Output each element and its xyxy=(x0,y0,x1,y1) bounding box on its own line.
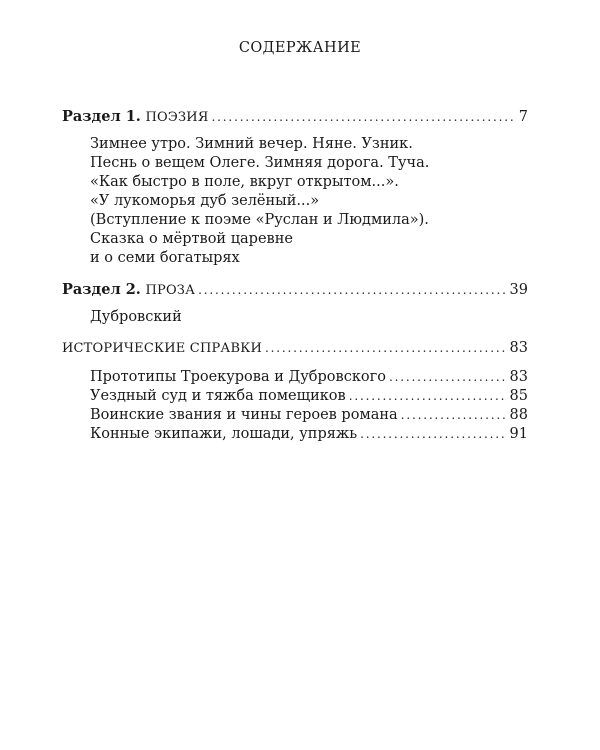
table-of-contents xyxy=(62,107,528,444)
section-1-line: Песнь о вещем Олеге. Зимняя дорога. Туча. xyxy=(90,155,430,171)
section-2-name: ПРОЗА xyxy=(145,283,196,298)
toc-subentry[interactable] xyxy=(62,387,528,406)
page-title: СОДЕРЖАНИЕ xyxy=(238,40,362,56)
section-2-label xyxy=(62,280,195,300)
section-1-name: ПОЭЗИЯ xyxy=(145,110,209,125)
toc-subentry[interactable] xyxy=(62,406,528,425)
historical-notes-label xyxy=(62,339,262,358)
section-1-line: Сказка о мёртвой царевне xyxy=(90,231,293,247)
section-1-line: «У лукоморья дуб зелёный...» xyxy=(90,193,320,209)
section-1-line: Зимнее утро. Зимний вечер. Няне. Узник. xyxy=(90,136,413,152)
subentry-page-number: 91 xyxy=(509,426,528,442)
subentry-label: Прототипы Троекурова и Дубровского xyxy=(90,369,386,385)
toc-subentry[interactable] xyxy=(62,368,528,387)
subentry-page-number: 88 xyxy=(509,407,528,423)
section-1-line: «Как быстро в поле, вкруг открытом...». xyxy=(90,174,399,190)
section-2-prefix: Раздел 2. xyxy=(62,281,141,298)
section-1-line: (Вступление к поэме «Руслан и Людмила»). xyxy=(90,212,429,228)
dot-leader xyxy=(401,406,507,425)
toc-entry-section-1[interactable] xyxy=(62,107,528,127)
subentry-label: Конные экипажи, лошади, упряжь xyxy=(90,426,358,442)
section-1-line: и о семи богатырях xyxy=(90,250,240,266)
subentry-page-number: 85 xyxy=(509,388,528,404)
dot-leader xyxy=(265,339,507,358)
toc-entry-historical-notes[interactable] xyxy=(62,339,528,358)
section-1-prefix: Раздел 1. xyxy=(62,108,141,125)
dot-leader xyxy=(349,387,507,406)
subentry-label: Уездный суд и тяжба помещиков xyxy=(90,388,346,404)
subentry-label: Воинские звания и чины героев романа xyxy=(90,407,398,423)
section-2-page-number: 39 xyxy=(509,282,528,298)
dot-leader xyxy=(389,368,507,387)
section-2-contents xyxy=(62,308,528,327)
subentry-page-number: 83 xyxy=(509,369,528,385)
section-1-contents xyxy=(62,135,528,268)
toc-subentry[interactable] xyxy=(62,425,528,444)
toc-entry-section-2[interactable] xyxy=(62,280,528,300)
historical-notes-name: ИСТОРИЧЕСКИЕ СПРАВКИ xyxy=(62,341,263,356)
section-1-page-number: 7 xyxy=(518,109,528,125)
dot-leader xyxy=(360,425,506,444)
dot-leader xyxy=(198,281,506,300)
section-1-label xyxy=(62,107,209,127)
historical-notes-page-number: 83 xyxy=(509,340,528,356)
section-2-line: Дубровский xyxy=(90,309,182,325)
dot-leader xyxy=(212,108,516,127)
